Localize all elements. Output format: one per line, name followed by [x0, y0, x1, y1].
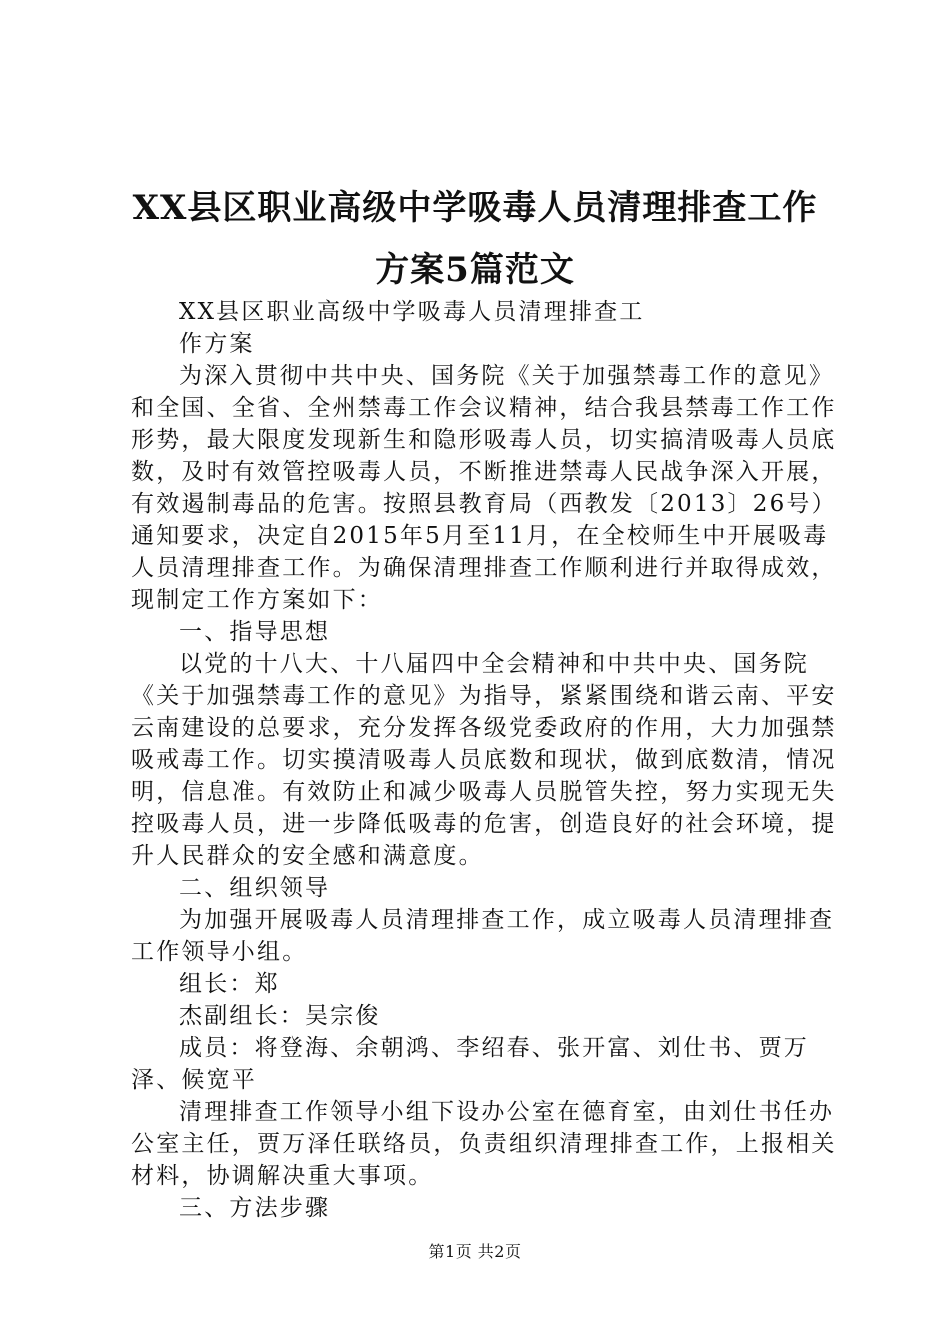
subtitle-line-1: XX县区职业高级中学吸毒人员清理排查工: [179, 299, 645, 325]
organization-paragraph: 为加强开展吸毒人员清理排查工作，成立吸毒人员清理排查工作领导小组。: [131, 907, 835, 965]
section-heading-methods: 三、方法步骤: [179, 1195, 331, 1221]
deputy-leader-line: 杰副组长：吴宗俊: [179, 1003, 381, 1029]
team-leader-line: 组长：郑: [179, 971, 280, 997]
section-heading-organization: 二、组织领导: [179, 875, 331, 901]
document-title-line-1: XX县区职业高级中学吸毒人员清理排查工作: [132, 188, 818, 228]
document-title-line-2: 方案5篇范文: [375, 250, 575, 290]
page-footer: 第1页 共2页: [428, 1242, 522, 1261]
intro-paragraph: 为深入贯彻中共中央、国务院《关于加强禁毒工作的意见》和全国、全省、全州禁毒工作会议精神，结合我县禁毒工作工作形势，最大限度发现新生和隐形吸毒人员，切实搞清吸毒人员底数，及时有效管控吸毒人员，不断推进禁毒人民战争深入开展，有效遏制毒品的危害。按照县教育局（西教发〔2013〕26号）通知要求，决定自2015年5月至11月，在全校师生中开展吸毒人员清理排查工作。为确保清理排查工作顺利进行并取得成效，现制定工作方案如下：: [131, 363, 837, 613]
office-paragraph: 清理排查工作领导小组下设办公室在德育室，由刘仕书任办公室主任，贾万泽任联络员，负责组织清理排查工作，上报相关材料，协调解决重大事项。: [131, 1099, 837, 1189]
members-line: 成员：将登海、余朝鸿、李绍春、张开富、刘仕书、贾万泽、候宽平: [131, 1035, 809, 1093]
guiding-ideology-paragraph: 以党的十八大、十八届四中全会精神和中共中央、国务院《关于加强禁毒工作的意见》为指导，紧紧围绕和谐云南、平安云南建设的总要求，充分发挥各级党委政府的作用，大力加强禁吸戒毒工作。切实摸清吸毒人员底数和现状，做到底数清，情况明，信息准。有效防止和减少吸毒人员脱管失控，努力实现无失控吸毒人员，进一步降低吸毒的危害，创造良好的社会环境，提升人民群众的安全感和满意度。: [131, 651, 837, 869]
section-heading-guiding-ideology: 一、指导思想: [179, 619, 331, 645]
document-body: [131, 296, 843, 1224]
subtitle-line-2: 作方案: [179, 331, 255, 357]
